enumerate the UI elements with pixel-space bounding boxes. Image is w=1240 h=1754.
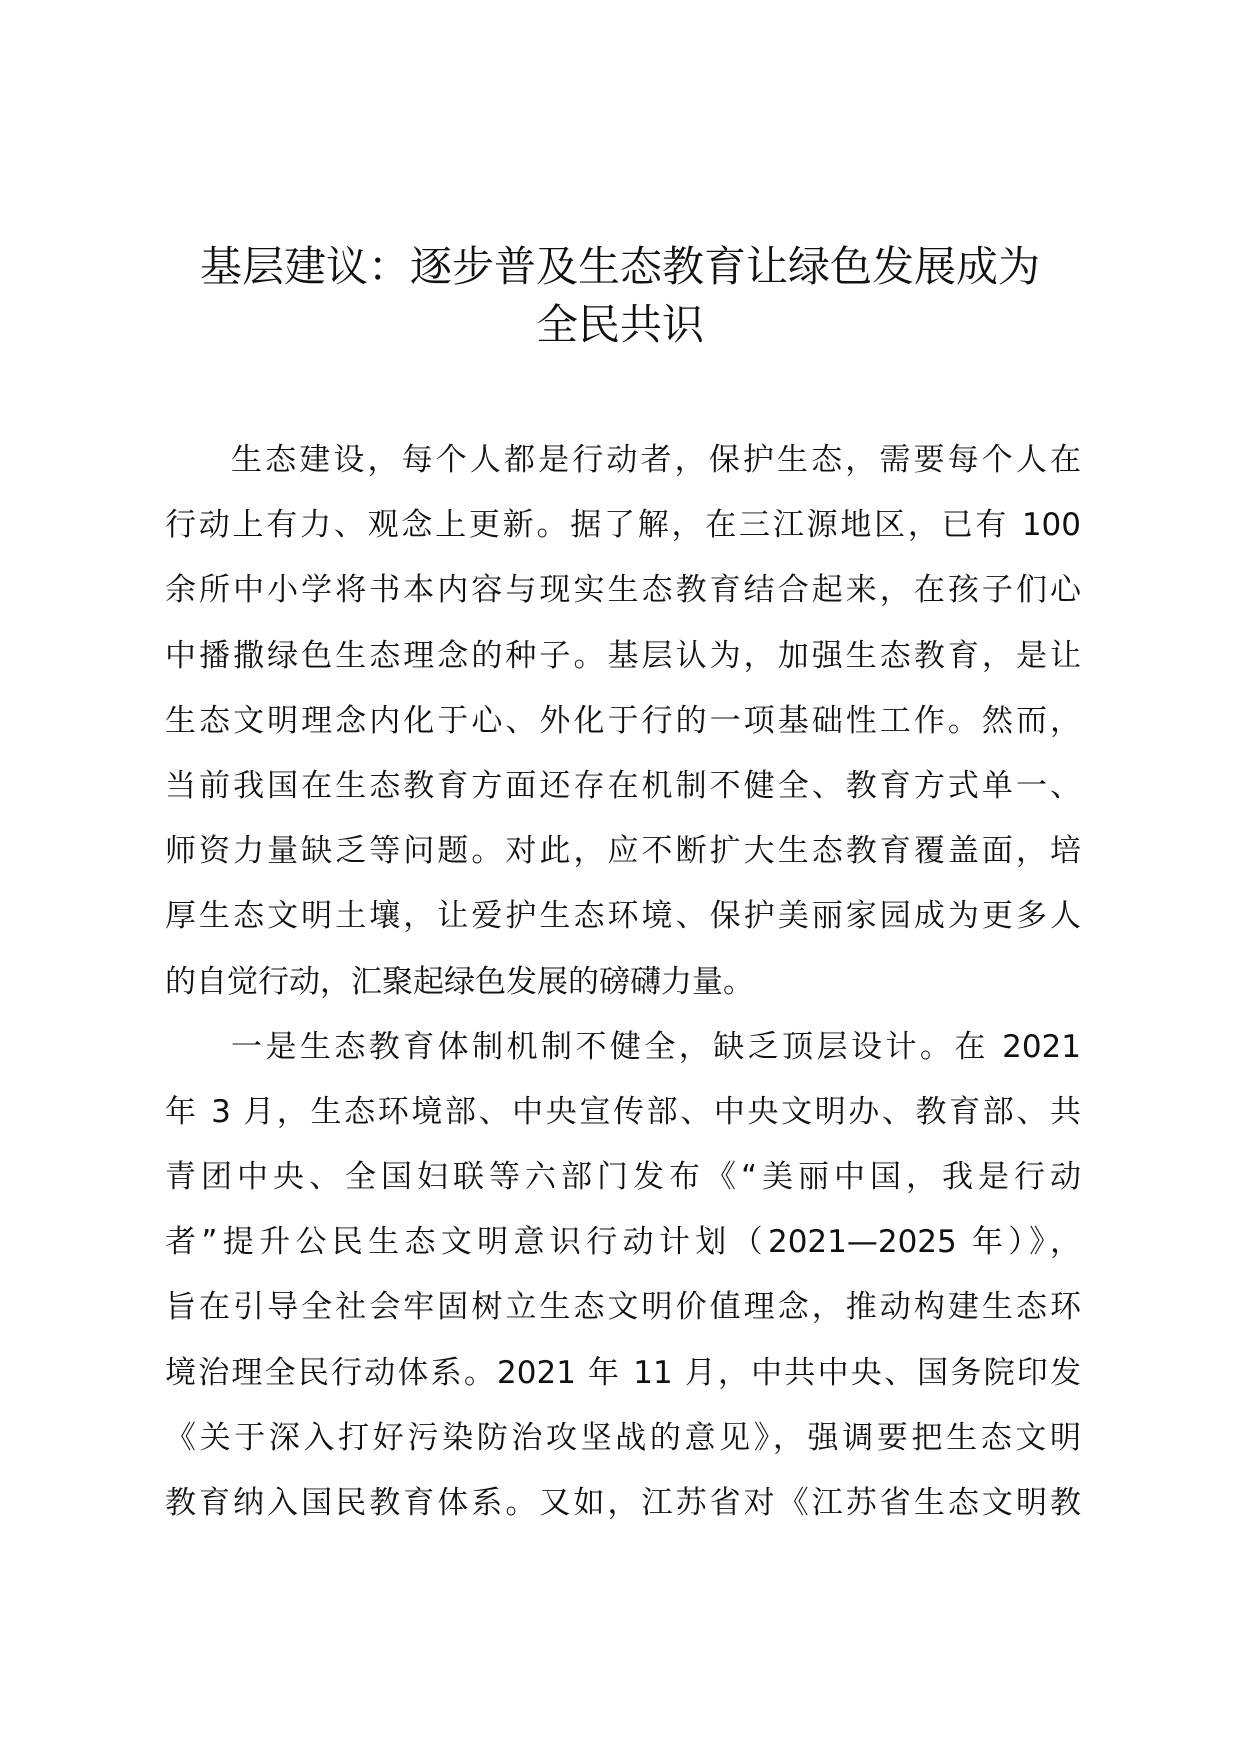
body-line-5: 生态文明理念内化于心、外化于行的一项基础性工作。然而， bbox=[165, 702, 1081, 739]
body-line-15: 境治理全民行动体系。2021 年 11 月，中共中央、国务院印发 bbox=[165, 1354, 1081, 1391]
body-line-8: 厚生态文明土壤，让爱护生态环境、保护美丽家园成为更多人 bbox=[165, 898, 1081, 935]
body-line-3: 余所中小学将书本内容与现实生态教育结合起来，在孩子们心 bbox=[165, 572, 1081, 609]
body-line-16: 《关于深入打好污染防治攻坚战的意见》，强调要把生态文明 bbox=[165, 1419, 1081, 1456]
body-line-14: 旨在引导全社会牢固树立生态文明价值理念，推动构建生态环 bbox=[165, 1289, 1081, 1326]
body-line-12: 青团中央、全国妇联等六部门发布《“美丽中国，我是行动 bbox=[165, 1159, 1081, 1196]
body-line-17: 教育纳入国民教育体系。又如，江苏省对《江苏省生态文明教 bbox=[165, 1485, 1081, 1521]
body-line-9: 的自觉行动，汇聚起绿色发展的磅礴力量。 bbox=[165, 963, 754, 1000]
body-line-7: 师资力量缺乏等问题。对此，应不断扩大生态教育覆盖面，培 bbox=[165, 833, 1081, 870]
body-line-4: 中播撒绿色生态理念的种子。基层认为，加强生态教育，是让 bbox=[165, 637, 1081, 674]
body-line-10: 一是生态教育体制机制不健全，缺乏顶层设计。在 2021 bbox=[231, 1028, 1081, 1065]
body-line-13: 者”提升公民生态文明意识行动计划（2021—2025 年）》， bbox=[165, 1224, 1081, 1261]
body-line-6: 当前我国在生态教育方面还存在机制不健全、教育方式单一、 bbox=[165, 767, 1081, 804]
body-line-1: 生态建设，每个人都是行动者，保护生态，需要每个人在 bbox=[231, 442, 1081, 478]
title-line-2: 全民共识 bbox=[535, 300, 704, 349]
title-line-1: 基层建议：逐步普及生态教育让绿色发展成为 bbox=[199, 242, 1040, 291]
body-text bbox=[165, 428, 1081, 1536]
body-line-2: 行动上有力、观念上更新。据了解，在三江源地区，已有 100 bbox=[165, 507, 1081, 544]
body-line-11: 年 3 月，生态环境部、中央宣传部、中央文明办、教育部、共 bbox=[165, 1093, 1081, 1130]
document-title bbox=[150, 238, 1090, 354]
